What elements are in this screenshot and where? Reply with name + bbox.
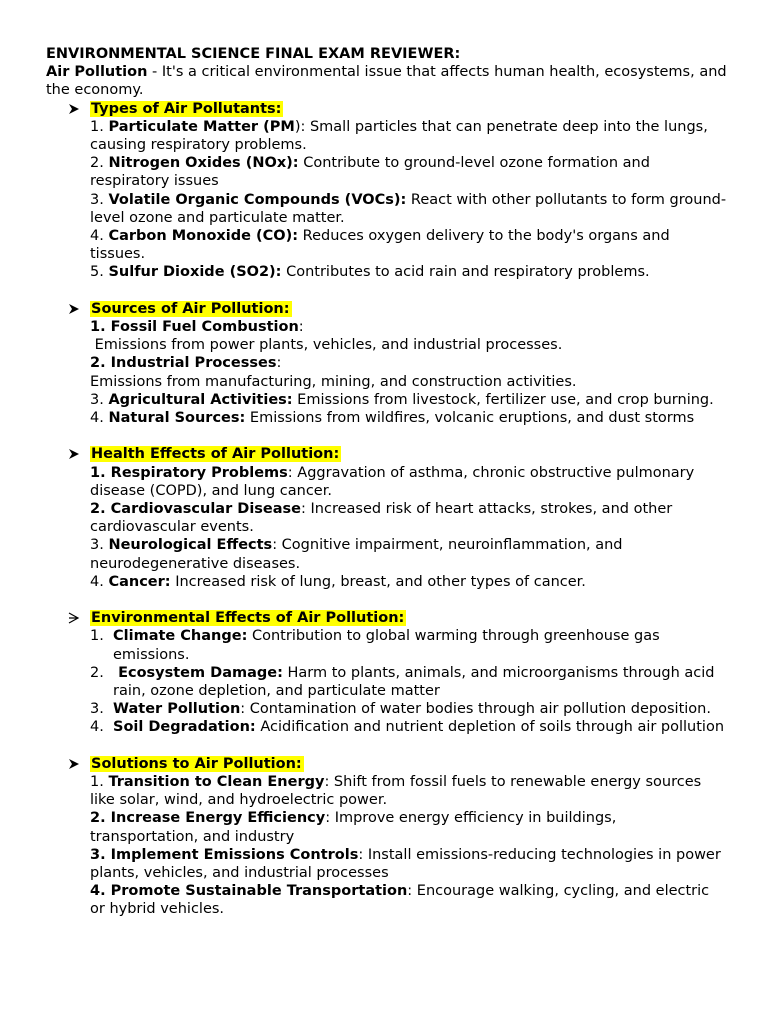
list-item-detail: Emissions from manufacturing, mining, and construction activities. [90, 373, 577, 390]
list-item: 1. Fossil Fuel Combustion: [90, 319, 304, 336]
list-item: 3. Volatile Organic Compounds (VOCs): React with other pollutants to form ground-level ozone and particulate matter. [90, 191, 727, 226]
list-item: 1. Particulate Matter (PM): Small particles that can penetrate deep into the lungs, causing respiratory problems. [90, 118, 708, 154]
section-heading-text: Types of Air Pollutants: [91, 100, 282, 117]
section-solutions [46, 755, 728, 919]
item-list [46, 627, 728, 736]
list-item: 2. Industrial Processes: [90, 355, 282, 372]
section-environmental-effects [46, 609, 728, 736]
arrowhead-bullet-icon [68, 300, 82, 318]
item-list [46, 773, 728, 919]
section-heading [46, 609, 728, 627]
section-types-of-air-pollutants [46, 100, 728, 282]
list-item: 1. Transition to Clean Energy: Shift from fossil fuels to renewable energy sources like solar, wind, and hydroelectric power. [90, 774, 702, 809]
arrowhead-bullet-icon [68, 445, 82, 463]
list-item: 4. Natural Sources: Emissions from wildfires, volcanic eruptions, and dust storms [90, 410, 695, 427]
list-item: 1. Respiratory Problems: Aggravation of asthma, chronic obstructive pulmonary disease (COPD), and lung cancer. [90, 464, 695, 499]
list-item: 3. Agricultural Activities: Emissions from livestock, fertilizer use, and crop burning. [90, 391, 714, 408]
list-item: 1. Climate Change: Contribution to global warming through greenhouse gas emissions. [90, 628, 660, 663]
list-item: 3. Implement Emissions Controls: Install emissions-reducing technologies in power plants, vehicles, and industrial processes [90, 846, 721, 882]
item-list [46, 318, 728, 427]
section-sources-of-air-pollution [46, 300, 728, 427]
list-item: 4. Soil Degradation: Acidification and nutrient depletion of soils through air pollution [90, 719, 725, 736]
arrowhead-bullet-icon [68, 609, 82, 627]
arrowhead-bullet-icon [68, 100, 82, 118]
intro-text: - It's a critical environmental issue that affects human health, ecosystems, and the economy. [46, 64, 727, 99]
list-item: 3. Neurological Effects: Cognitive impairment, neuroinflammation, and neurodegenerative diseases. [90, 537, 623, 572]
intro-paragraph [46, 63, 728, 99]
section-health-effects [46, 445, 728, 591]
section-heading-text: Environmental Effects of Air Pollution: [91, 610, 405, 627]
arrowhead-bullet-icon [68, 755, 82, 773]
list-item: 5. Sulfur Dioxide (SO2): Contributes to acid rain and respiratory problems. [90, 264, 650, 281]
section-heading-text: Sources of Air Pollution: [91, 300, 290, 317]
list-item: 2. Cardiovascular Disease: Increased risk of heart attacks, strokes, and other cardiovascular events. [90, 501, 673, 536]
list-item: 2. Nitrogen Oxides (NOx): Contribute to ground-level ozone formation and respiratory issues [90, 155, 650, 190]
item-list [46, 464, 728, 591]
list-item: 2. Increase Energy Efficiency: Improve energy efficiency in buildings, transportation, and industry [90, 810, 617, 845]
list-item: 4. Carbon Monoxide (CO): Reduces oxygen delivery to the body's organs and tissues. [90, 228, 670, 263]
section-heading [46, 100, 728, 118]
section-heading-text: Health Effects of Air Pollution: [91, 446, 340, 463]
list-item: 4. Cancer: Increased risk of lung, breast, and other types of cancer. [90, 573, 586, 590]
section-heading [46, 445, 728, 463]
document-title: ENVIRONMENTAL SCIENCE FINAL EXAM REVIEWER: [46, 46, 461, 62]
item-list [46, 118, 728, 282]
list-item: 4. Promote Sustainable Transportation: Encourage walking, cycling, and electric or hybrid vehicles. [90, 883, 710, 918]
section-heading [46, 300, 728, 318]
section-heading-text: Solutions to Air Pollution: [91, 755, 302, 772]
intro-term: Air Pollution [46, 64, 148, 81]
list-item: 2. Ecosystem Damage: Harm to plants, animals, and microorganisms through acid rain, ozone depletion, and particulate matter [90, 664, 715, 700]
section-heading [46, 755, 728, 773]
list-item: 3. Water Pollution: Contamination of water bodies through air pollution deposition. [90, 701, 711, 718]
list-item-detail: Emissions from power plants, vehicles, and industrial processes. [90, 337, 563, 354]
